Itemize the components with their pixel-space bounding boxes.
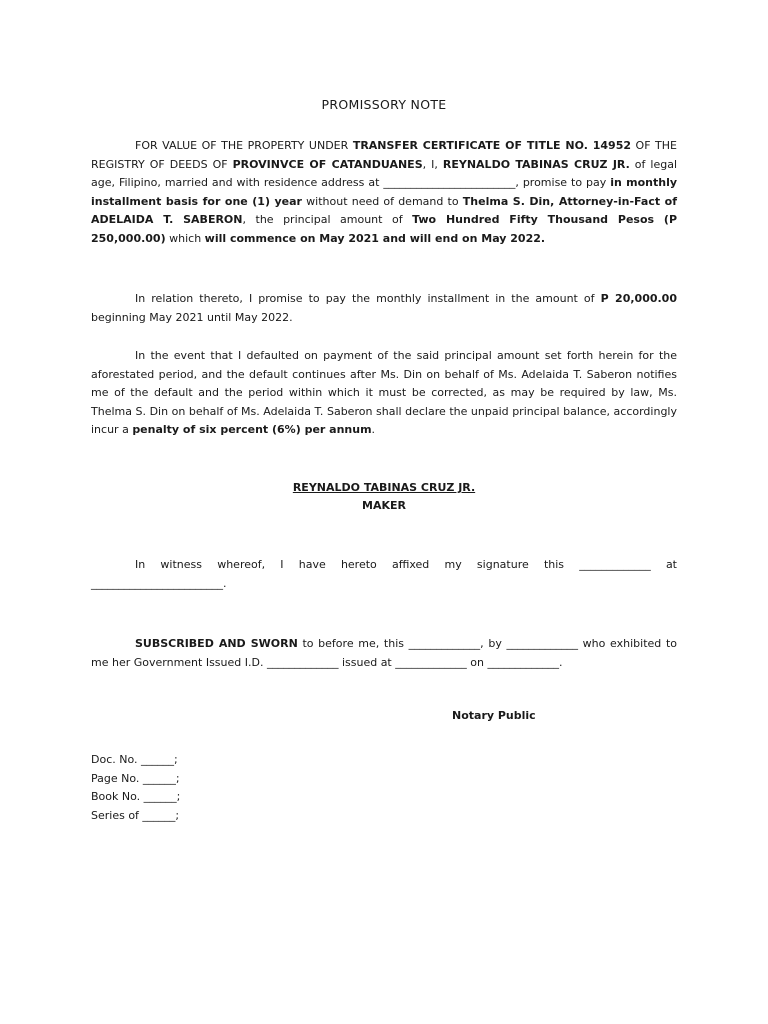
installment-terms: in monthly installment basis for one (1) year xyxy=(91,176,678,208)
maker-label: MAKER xyxy=(362,499,406,512)
notary-public-label: Notary Public xyxy=(452,709,536,722)
doc-no-entry: Doc. No. ______; xyxy=(91,753,178,766)
text-segment: , the principal amount of xyxy=(242,213,413,226)
series-entry: Series of ______; xyxy=(91,808,180,822)
maker-signature-block xyxy=(0,479,768,515)
text-segment: of legal age, Filipino, married and with residence address at ________________________, promise to pay xyxy=(91,157,677,189)
paragraph-promise xyxy=(91,137,677,248)
doc-entries xyxy=(91,751,180,825)
text-segment: without need of demand to xyxy=(301,194,463,208)
book-no-entry: Book No. ______; xyxy=(91,790,181,803)
payee-name: Thelma S. Din, Attorney-in-Fact of ADELAIDA T. SABERON xyxy=(91,194,677,226)
text-segment: In witness whereof, I have hereto affixed my signature this _____________ at ________________________. xyxy=(91,558,677,590)
paragraph-installment xyxy=(91,290,677,327)
province-name: PROVINVCE OF CATANDUANES xyxy=(232,157,423,171)
text-segment: FOR VALUE OF THE PROPERTY UNDER xyxy=(135,139,353,152)
maker-name: REYNALDO TABINAS CRUZ JR. xyxy=(292,481,476,494)
text-segment: , I, xyxy=(422,157,443,171)
principal-amount: Two Hundred Fifty Thousand Pesos (P 250,000.00) xyxy=(91,213,678,245)
document-title: PROMISSORY NOTE xyxy=(321,97,447,112)
text-segment: OF THE REGISTRY OF DEEDS OF xyxy=(91,139,678,171)
paragraph-subscribed xyxy=(91,635,677,672)
paragraph-witness xyxy=(91,556,677,593)
page-no-entry: Page No. ______; xyxy=(91,771,180,785)
term-period: will commence on May 2021 and will end on May 2022. xyxy=(204,231,546,245)
subscribed-sworn: SUBSCRIBED AND SWORN xyxy=(135,637,298,650)
paragraph-default xyxy=(91,347,677,440)
text-segment: beginning May 2021 until May 2022. xyxy=(91,310,293,324)
text-segment: In the event that I defaulted on payment of the said principal amount set forth herein for the aforestated period, and the default continues after Ms. Din on behalf of Ms. Adelaida T. Saberon notifies me of the default and the period within which it must be corrected, as may be required by law, Ms. Thelma S. Din on behalf of Ms. Adelaida T. Saberon shall declare the unpaid principal balance, accordingly incur a xyxy=(91,349,677,436)
penalty-clause: penalty of six percent (6%) per annum xyxy=(132,423,372,436)
text-segment: In relation thereto, I promise to pay the monthly installment in the amount of xyxy=(135,292,601,305)
maker-name-inline: REYNALDO TABINAS CRUZ JR. xyxy=(442,157,630,171)
installment-amount: P 20,000.00 xyxy=(600,292,677,305)
text-segment: which xyxy=(165,231,205,245)
text-segment: to before me, this _____________, by _____________ who exhibited to me her Government Issued I.D. _____________ issued at _____________ on _____________. xyxy=(91,637,677,669)
text-segment: . xyxy=(371,423,376,436)
tct-number: TRANSFER CERTIFICATE OF TITLE NO. 14952 xyxy=(352,139,632,152)
